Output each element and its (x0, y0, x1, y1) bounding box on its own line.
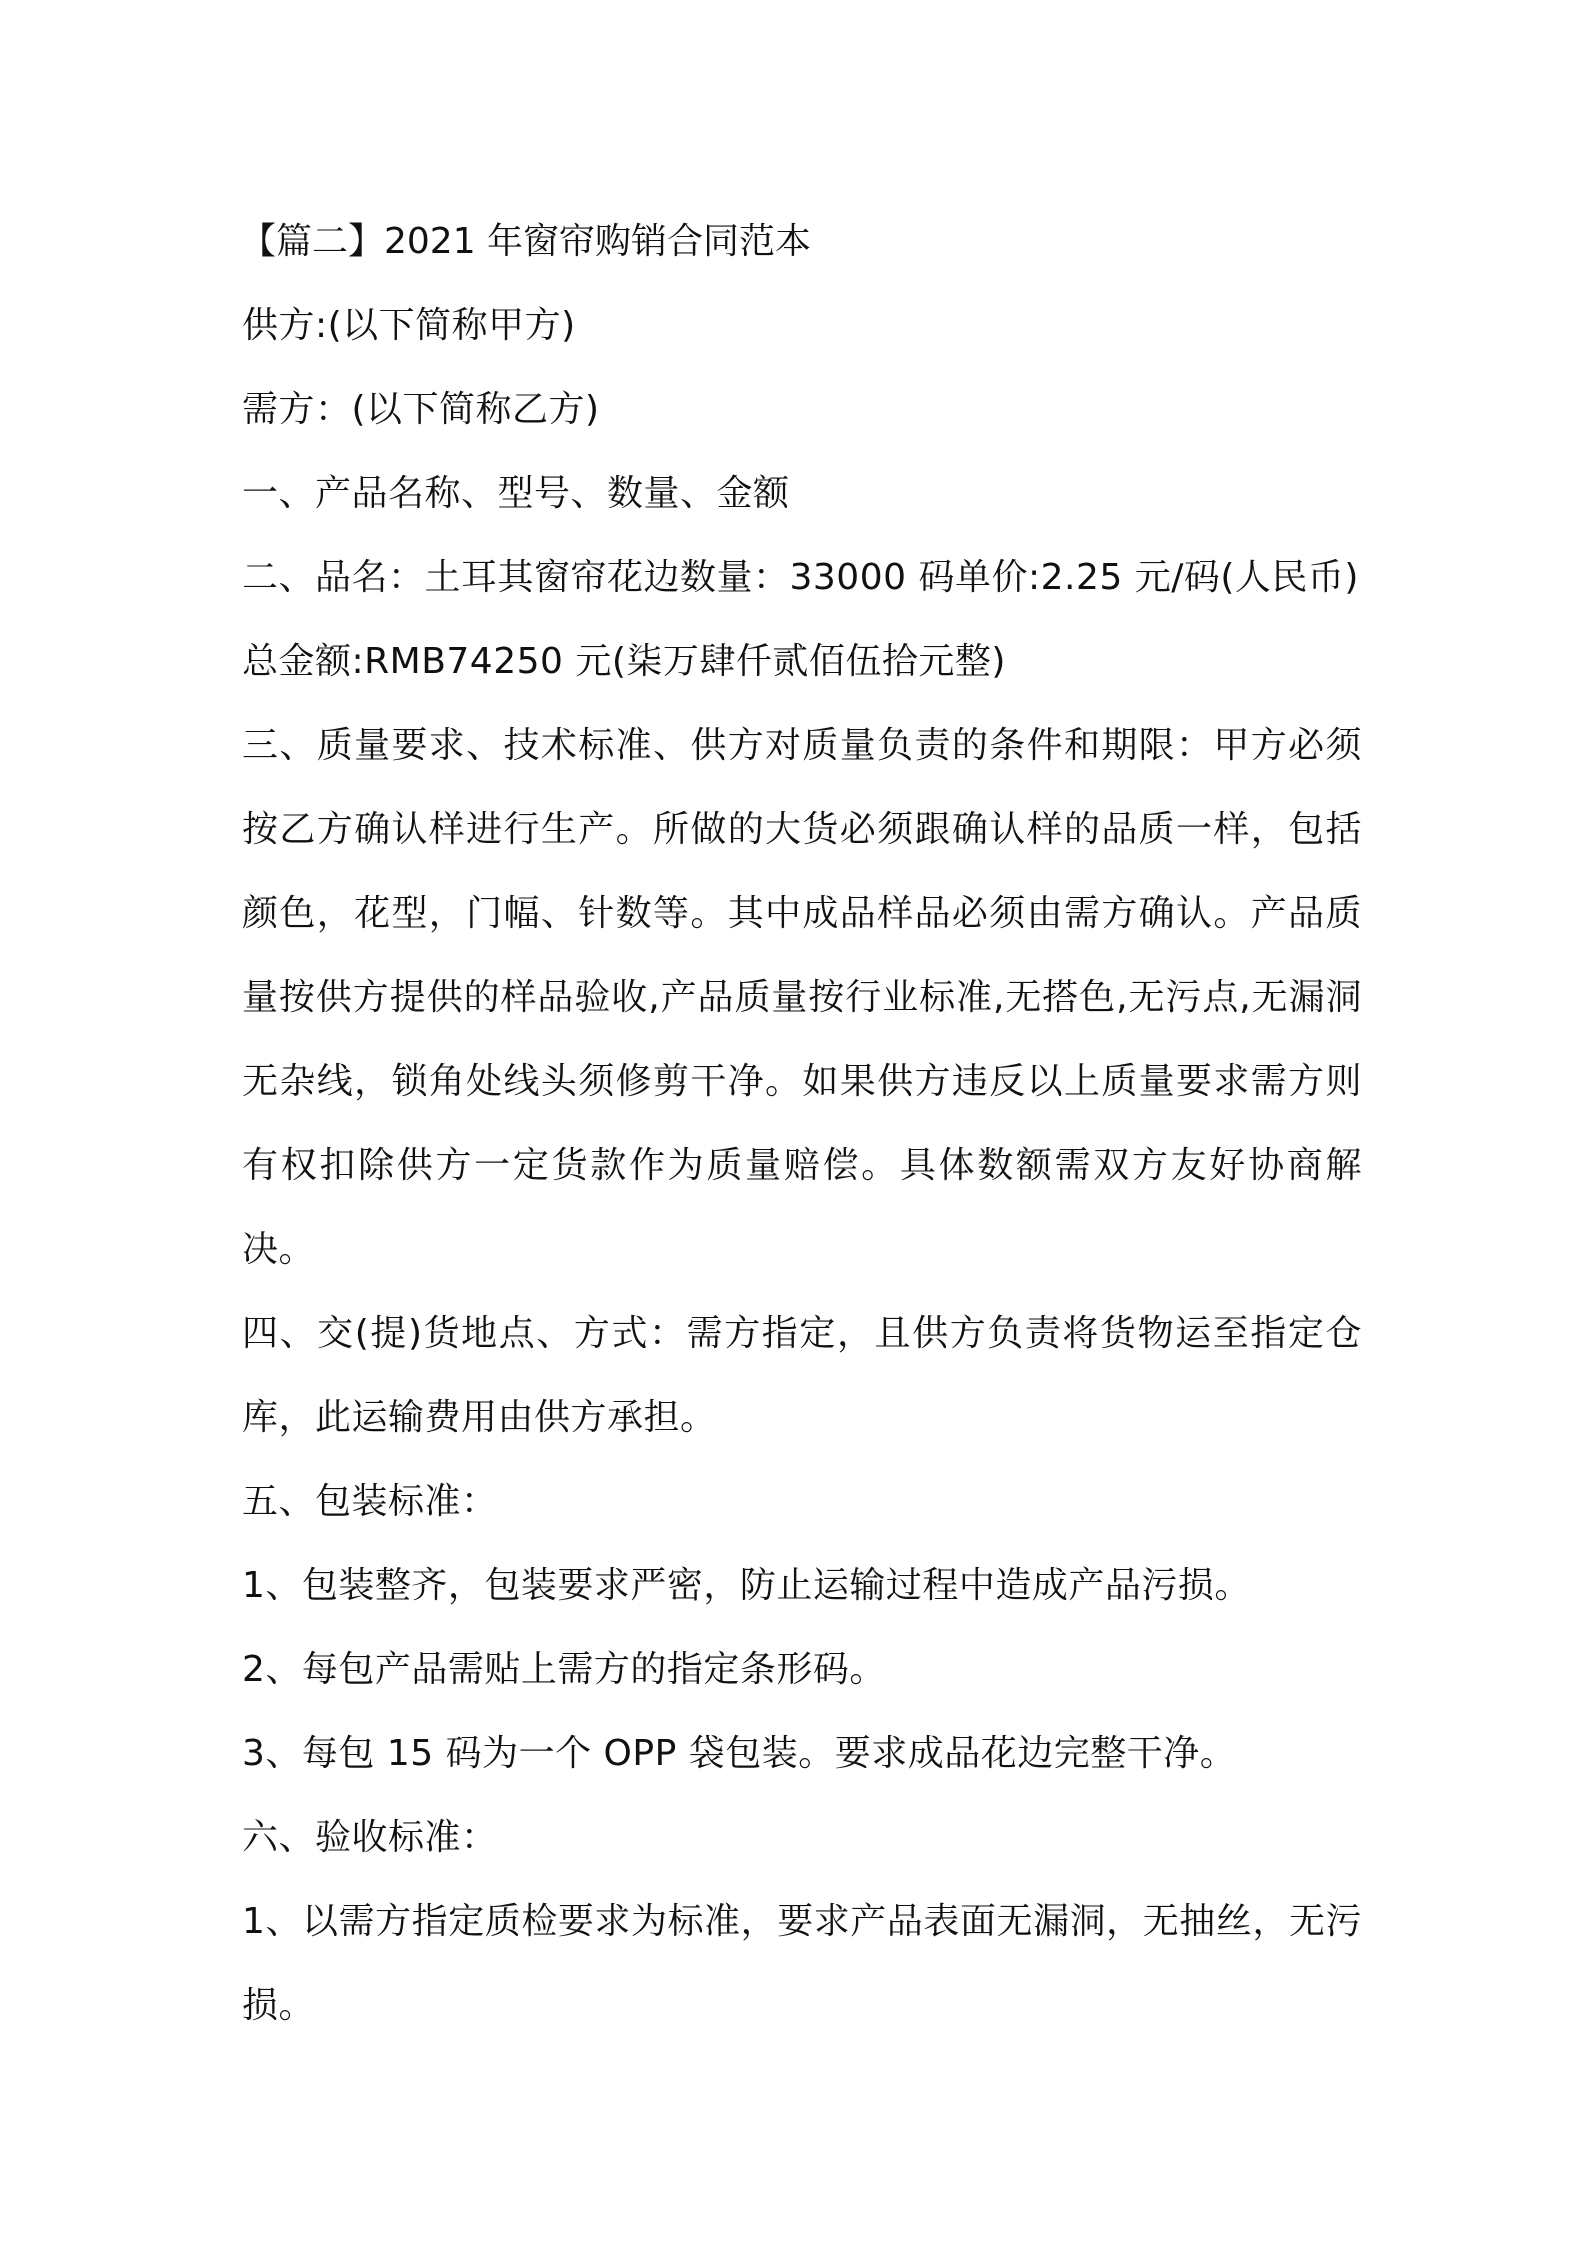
section4-delivery-paragraph: 四、交(提)货地点、方式：需方指定，且供方负责将货物运至指定仓库，此运输费用由供方承担。 (242, 1313, 1362, 1438)
section6-heading: 六、验收标准： (242, 1817, 498, 1858)
section2-total-line: 总金额:RMB74250 元(柒万肆仟贰佰伍拾元整) (242, 641, 1006, 682)
section1-heading: 一、产品名称、型号、数量、金额 (242, 473, 790, 514)
section2-product-line: 二、品名：土耳其窗帘花边数量：33000 码单价:2.25 元/码(人民币) (242, 557, 1359, 598)
buyer-line: 需方：(以下简称乙方) (242, 389, 600, 430)
section5-item-1: 1、包装整齐，包装要求严密，防止运输过程中造成产品污损。 (242, 1565, 1251, 1606)
contract-body (242, 200, 1362, 2048)
supplier-line: 供方:(以下简称甲方) (242, 305, 576, 346)
section5-item-3: 3、每包 15 码为一个 OPP 袋包装。要求成品花边完整干净。 (242, 1733, 1237, 1774)
section5-item-2: 2、每包产品需贴上需方的指定条形码。 (242, 1649, 886, 1690)
section6-item-1: 1、以需方指定质检要求为标准，要求产品表面无漏洞，无抽丝，无污损。 (242, 1901, 1362, 2026)
section3-quality-paragraph: 三、质量要求、技术标准、供方对质量负责的条件和期限：甲方必须按乙方确认样进行生产。所做的大货必须跟确认样的品质一样，包括颜色，花型，门幅、针数等。其中成品样品必须由需方确认。产品质量按供方提供的样品验收,产品质量按行业标准,无搭色,无污点,无漏洞无杂线，锁角处线头须修剪干净。如果供方违反以上质量要求需方则有权扣除供方一定货款作为质量赔偿。具体数额需双方友好协商解决。 (242, 725, 1362, 1270)
section5-heading: 五、包装标准： (242, 1481, 498, 1522)
document-title: 【篇二】2021 年窗帘购销合同范本 (240, 221, 812, 262)
